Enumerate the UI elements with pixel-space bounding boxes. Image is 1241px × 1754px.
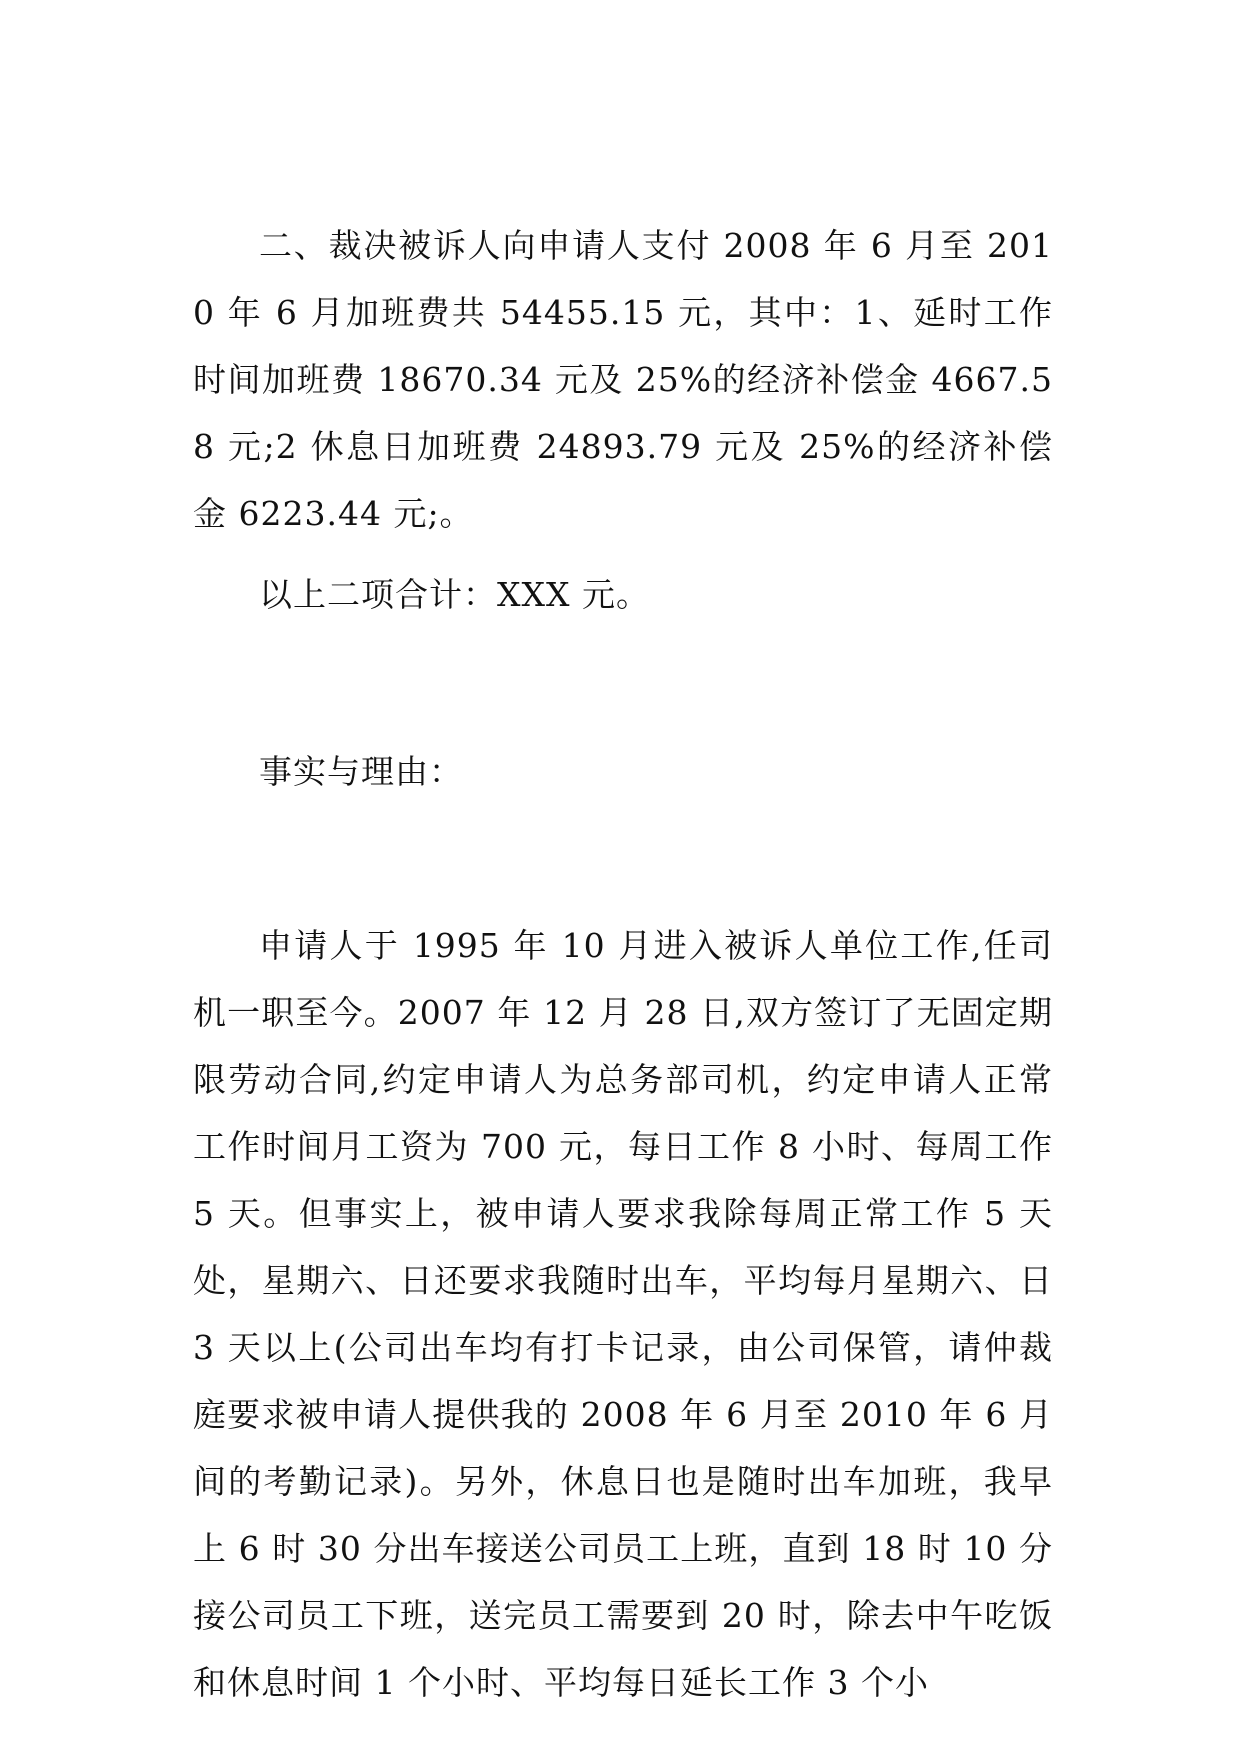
paragraph-facts-heading: 事实与理由： [259, 752, 463, 791]
paragraph-total: 以上二项合计：XXX 元。 [259, 575, 650, 614]
paragraph-overtime-claim: 二、裁决被诉人向申请人支付 2008 年 6 月至 2010 年 6 月加班费共 54455.15 元，其中：1、延时工作时间加班费 18670.34 元及 25%的经济补偿金 4667.58 元;2 休息日加班费 24893.79 元及 25%的经济补偿金 6223.44 元;。 [193, 226, 1053, 533]
paragraph-facts-body: 申请人于 1995 年 10 月进入被诉人单位工作,任司机一职至今。2007 年 12 月 28 日,双方签订了无固定期限劳动合同,约定申请人为总务部司机，约定申请人正常工作时间月工资为 700 元，每日工作 8 小时、每周工作 5 天。但事实上，被申请人要求我除每周正常工作 5 天处，星期六、日还要求我随时出车，平均每月星期六、日 3 天以上(公司出车均有打卡记录，由公司保管，请仲裁庭要求被申请人提供我的 2008 年 6 月至 2010 年 6 月间的考勤记录)。另外，休息日也是随时出车加班，我早上 6 时 30 分出车接送公司员工上班，直到 18 时 10 分接公司员工下班，送完员工需要到 20 时，除去中午吃饭和休息时间 1 个小时、平均每日延长工作 3 个小 [193, 926, 1053, 1702]
